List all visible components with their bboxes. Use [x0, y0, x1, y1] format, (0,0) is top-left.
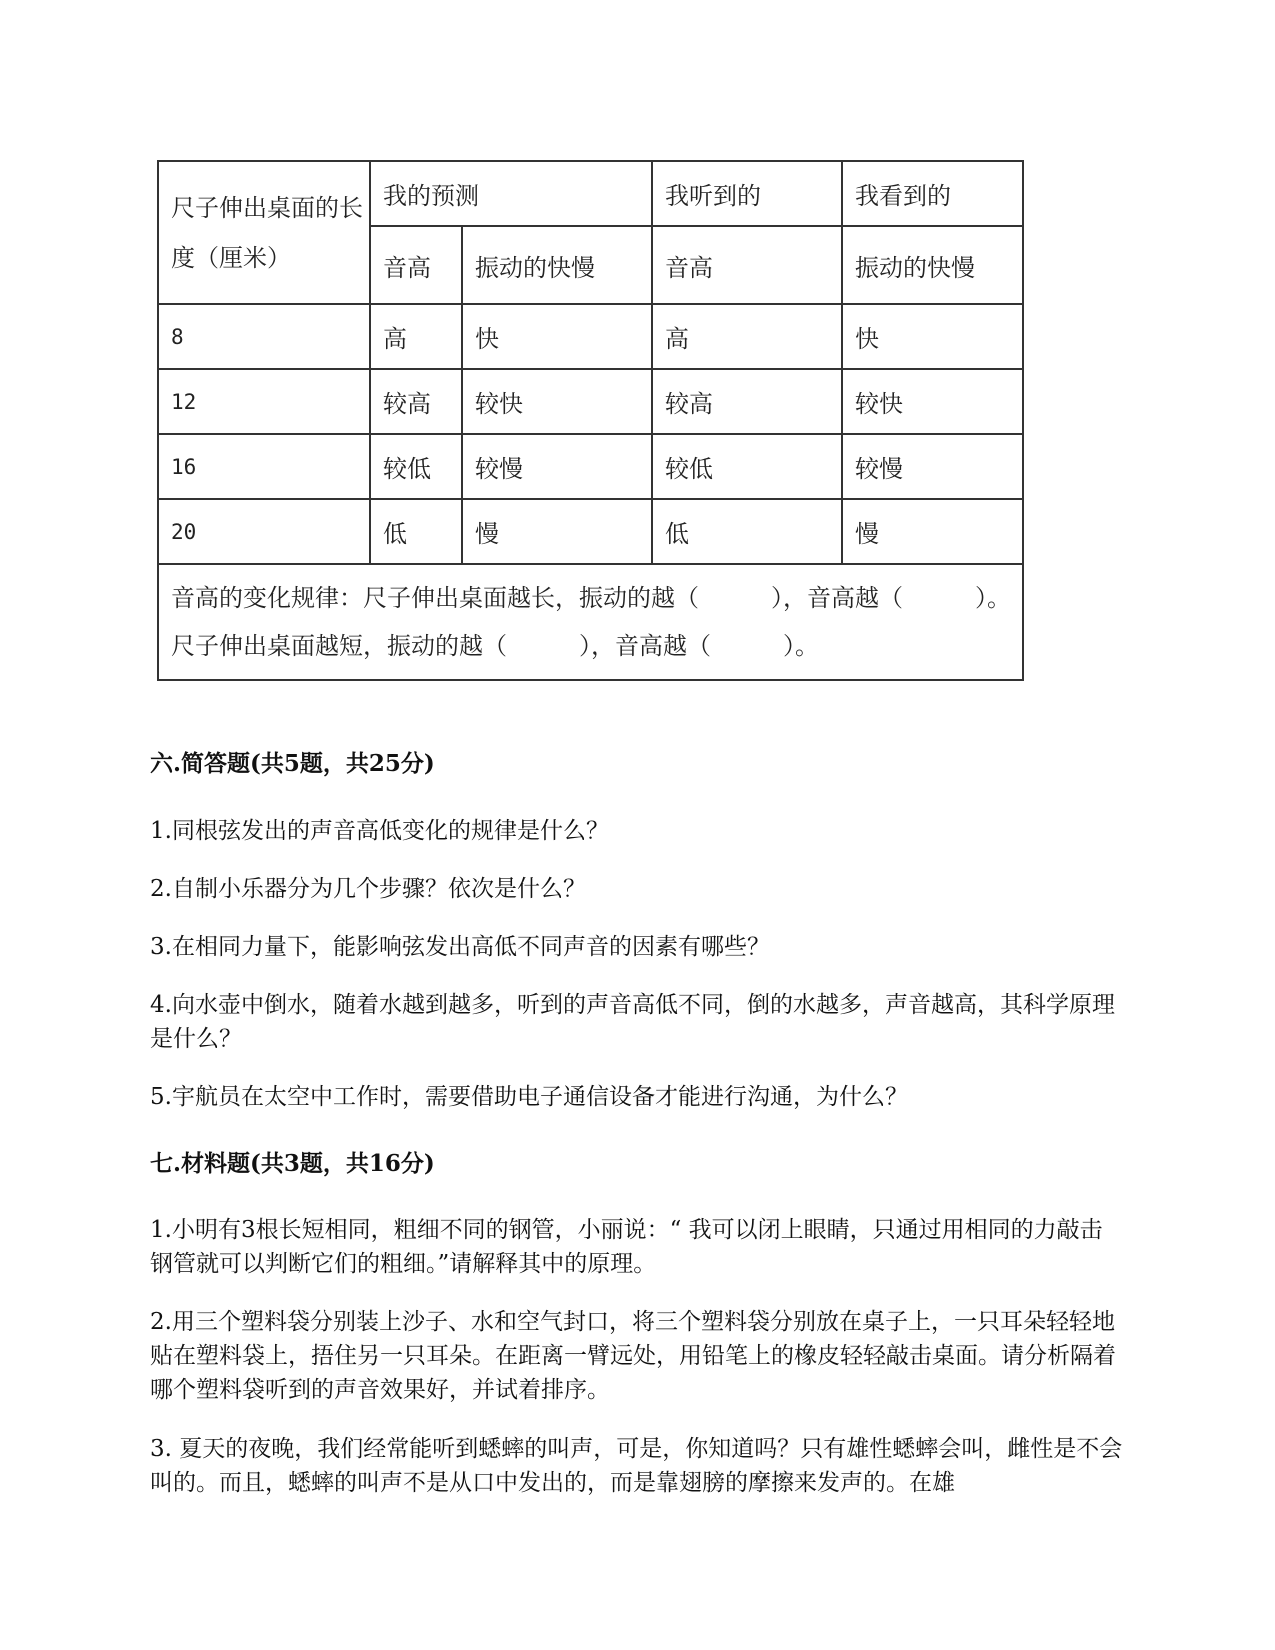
observation-table-container [157, 160, 1022, 681]
summary-cell [158, 564, 1023, 680]
cell-pred-speed: 快 [462, 304, 652, 369]
table-row [158, 434, 1023, 499]
header-heard: 我听到的 [652, 161, 842, 226]
cell-pred-speed: 较快 [462, 369, 652, 434]
cell-seen-speed: 快 [842, 304, 1023, 369]
cell-pred-speed: 慢 [462, 499, 652, 564]
cell-heard-pitch: 较低 [652, 434, 842, 499]
header-seen: 我看到的 [842, 161, 1023, 226]
summary-line-2: 尺子伸出桌面越短，振动的越（ ），音高越（ ）。 [171, 632, 819, 660]
table-row [158, 304, 1023, 369]
subheader-pitch-heard: 音高 [652, 226, 842, 304]
subheader-speed-seen: 振动的快慢 [842, 226, 1023, 304]
cell-length: 12 [158, 369, 370, 434]
table-row [158, 369, 1023, 434]
question-item: 1.同根弦发出的声音高低变化的规律是什么？ [150, 818, 609, 844]
question-item: 2.用三个塑料袋分别装上沙子、水和空气封口，将三个塑料袋分别放在桌子上，一只耳朵轻轻地贴在塑料袋上，捂住另一只耳朵。在距离一臂远处，用铅笔上的橡皮轻轻敲击桌面。请分析隔着哪个塑料袋听到的声音效果好，并试着排序。 [150, 1309, 1116, 1403]
question-item: 4.向水壶中倒水，随着水越到越多，听到的声音高低不同，倒的水越多，声音越高，其科学原理是什么？ [150, 992, 1115, 1052]
cell-seen-speed: 较快 [842, 369, 1023, 434]
cell-length: 20 [158, 499, 370, 564]
table-row [158, 499, 1023, 564]
question-item: 1.小明有3根长短相同，粗细不同的钢管，小丽说：“ 我可以闭上眼睛，只通过用相同的力敲击钢管就可以判断它们的粗细。”请解释其中的原理。 [150, 1217, 1103, 1277]
header-prediction: 我的预测 [370, 161, 652, 226]
cell-pred-pitch: 较低 [370, 434, 462, 499]
section-title: 七.材料题(共3题，共16分) [150, 1150, 435, 1177]
cell-pred-pitch: 低 [370, 499, 462, 564]
cell-length: 8 [158, 304, 370, 369]
section-6-title [150, 748, 1125, 780]
question-item: 3. 夏天的夜晚，我们经常能听到蟋蟀的叫声，可是，你知道吗？只有雄性蟋蟀会叫，雌性是不会叫的。而且，蟋蟀的叫声不是从口中发出的，而是靠翅膀的摩擦来发声的。在雄 [150, 1436, 1123, 1496]
section-title: 六.简答题(共5题，共25分) [150, 750, 435, 777]
header-length-cell: 尺子伸出桌面的长度（厘米） [158, 161, 370, 304]
question-item: 5.宇航员在太空中工作时，需要借助电子通信设备才能进行沟通，为什么？ [150, 1084, 908, 1110]
cell-pred-pitch: 高 [370, 304, 462, 369]
question-item: 2.自制小乐器分为几个步骤？依次是什么？ [150, 876, 586, 902]
summary-line-1: 音高的变化规律：尺子伸出桌面越长，振动的越（ ），音高越（ ）。 [171, 584, 1011, 612]
cell-pred-pitch: 较高 [370, 369, 462, 434]
cell-heard-pitch: 低 [652, 499, 842, 564]
subheader-pitch-prediction: 音高 [370, 226, 462, 304]
question-item: 3.在相同力量下，能影响弦发出高低不同声音的因素有哪些？ [150, 934, 770, 960]
observation-table [157, 160, 1024, 681]
table-header-row-1 [158, 161, 1023, 226]
cell-seen-speed: 慢 [842, 499, 1023, 564]
cell-seen-speed: 较慢 [842, 434, 1023, 499]
cell-heard-pitch: 高 [652, 304, 842, 369]
cell-pred-speed: 较慢 [462, 434, 652, 499]
section-7-title [150, 1148, 1125, 1180]
cell-heard-pitch: 较高 [652, 369, 842, 434]
cell-length: 16 [158, 434, 370, 499]
summary-row [158, 564, 1023, 680]
subheader-speed-prediction: 振动的快慢 [462, 226, 652, 304]
